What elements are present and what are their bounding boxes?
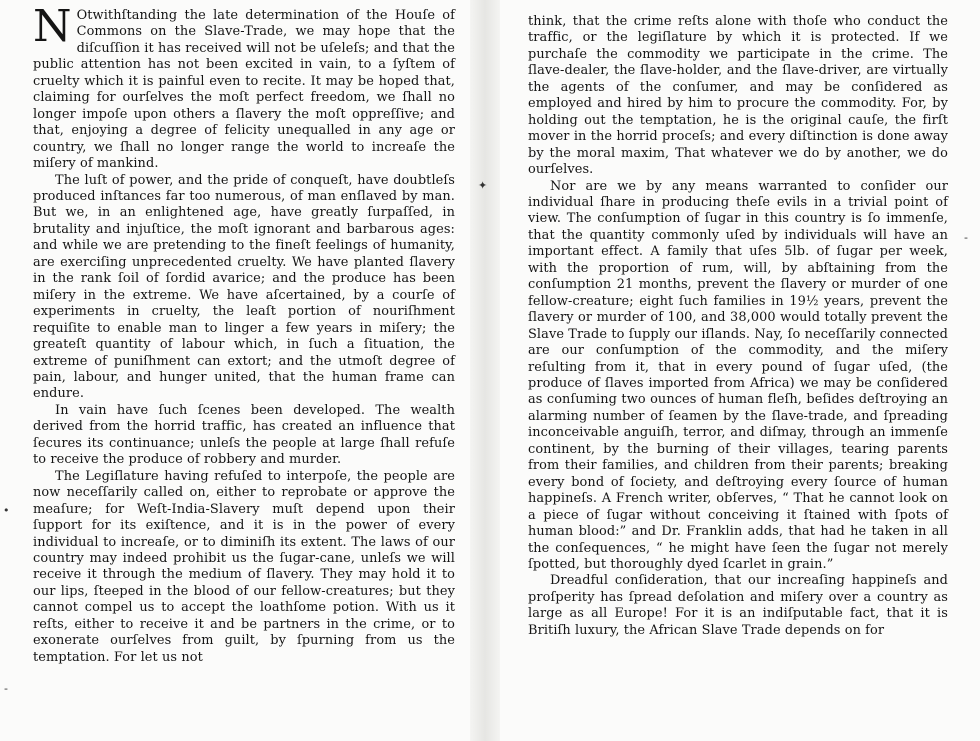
left-column	[33, 1, 455, 666]
margin-dot: •	[3, 504, 10, 517]
paragraph-nor-are-we: Nor are we by any means warranted to conſider our individual ſhare in producing theſe evils in a trivial point of view. The conſumption of ſugar in this country is ſo immenſe, that the quantity commonly uſed by individuals will have an important effect. A family that uſes 5lb. of ſugar per week, with the proportion of rum, will, by abſtaining from the conſumption 21 months, prevent the ſlavery or murder of one fellow-creature; eight ſuch families in 19½ years, prevent the ſlavery or murder of 100, and 38,000 would totally prevent the Slave Trade to ſupply our iſlands. Nay, ſo neceſſarily connected are our conſumption of the commodity, and the miſery reſulting from it, that in every pound of ſugar uſed, (the produce of ſlaves imported from Africa) we may be conſidered as conſuming two ounces of human fleſh, beſides deſtroying an alarming number of ſeamen by the ſlave-trade, and ſpreading inconceivable anguiſh, terror, and diſmay, through an immenſe continent, by the burning of their villages, tearing parents from their families, and children from their parents; breaking every bond of ſociety, and deſtroying every ſource of human happineſs. A French writer, obſerves, “ That he cannot look on a piece of ſugar without conceiving it ſtained with ſpots of human blood:” and Dr. Franklin adds, that had he taken in all the conſequences, “ he might have ſeen the ſugar not merely ſpotted, but thoroughly dyed ſcarlet in grain.”	[528, 178, 948, 572]
margin-dash-right: ‑	[964, 231, 968, 244]
opening-paragraph-text: Otwithſtanding the late determination of the Houſe of Commons on the Slave-Trade, we may hope that the diſcuſſion it has received will not be uſeleſs; and that the public attention has not been excited in vain, to a ſyſtem of cruelty which it is painful even to recite. It may be hoped that, claiming for ourſelves the moſt perfect freedom, we ſhall no longer impoſe upon others a ſlavery the moſt oppreſſive; and that, enjoying a degree of felicity unequalled in any age or country, we ſhall no longer range the world to increaſe the miſery of mankind.	[33, 8, 455, 172]
right-column	[528, 14, 948, 639]
paragraph-continuation: think, that the crime reſts alone with thoſe who conduct the traffic, or the legiſlature by which it is protected. If we purchaſe the commodity we participate in the crime. The ſlave-dealer, the ſlave-holder, and the ſlave-driver, are virtually the agents of the conſumer, and may be conſidered as employed and hired by him to procure the commodity. For, by holding out the temptation, he is the original cauſe, the firſt mover in the horrid proceſs; and every diſtinction is done away by the moral maxim, That whatever we do by another, we do ourſelves.	[528, 14, 948, 178]
paragraph-lust-of-power: The luſt of power, and the pride of conqueſt, have doubtleſs produced inſtances far too numerous, of man enſlaved by man. But we, in an enlightened age, have greatly ſurpaſſed, in brutality and injuſtice, the moſt ignorant and barbarous ages: and while we are pretending to the fineſt feelings of humanity, are exerciſing unprecedented cruelty. We have planted ſlavery in the rank ſoil of ſordid avarice; and the produce has been miſery in the extreme. We have aſcertained, by a courſe of experiments in cruelty, the leaſt portion of nouriſhment requiſite to enable man to linger a few years in miſery; the greateſt quantity of labour which, in ſuch a ſituation, the extreme of puniſhment can extort; and the utmoſt degree of pain, labour, and hunger united, that the human frame can endure.	[33, 172, 455, 402]
book-gutter	[470, 0, 500, 741]
paragraph-legislature: The Legiſlature having refuſed to interpoſe, the people are now neceſſarily called on, either to reprobate or approve the meaſure; for Weſt-India-Slavery muſt depend upon their ſupport for its exiſtence, and it is in the power of every individual to increaſe, or to diminiſh its extent. The laws of our country may indeed prohibit us the ſugar-cane, unleſs we will receive it through the medium of ſlavery. They may hold it to our lips, ſteeped in the blood of our fellow-creatures; but they cannot compel us to accept the loathſome potion. With us it reſts, either to receive it and be partners in the crime, or to exonerate ourſelves from guilt, by ſpurning from us the temptation. For let us not	[33, 468, 455, 665]
drop-cap: N	[33, 1, 72, 52]
paragraph-in-vain: In vain have ſuch ſcenes been developed. The wealth derived from the horrid traffic, has created an influence that ſecures its continuance; unleſs the people at large ſhall refuſe to receive the produce of robbery and murder.	[33, 402, 455, 468]
opening-paragraph	[33, 1, 455, 173]
margin-dash: ‑	[4, 682, 8, 695]
paragraph-dreadful-consideration: Dreadful conſideration, that our increaſing happineſs and proſperity has ſpread deſolation and miſery over a country as large as all Europe! For it is an indiſputable fact, that it is Britiſh luxury, the African Slave Trade depends on for	[528, 573, 948, 638]
gutter-speck: ✦	[478, 179, 488, 192]
